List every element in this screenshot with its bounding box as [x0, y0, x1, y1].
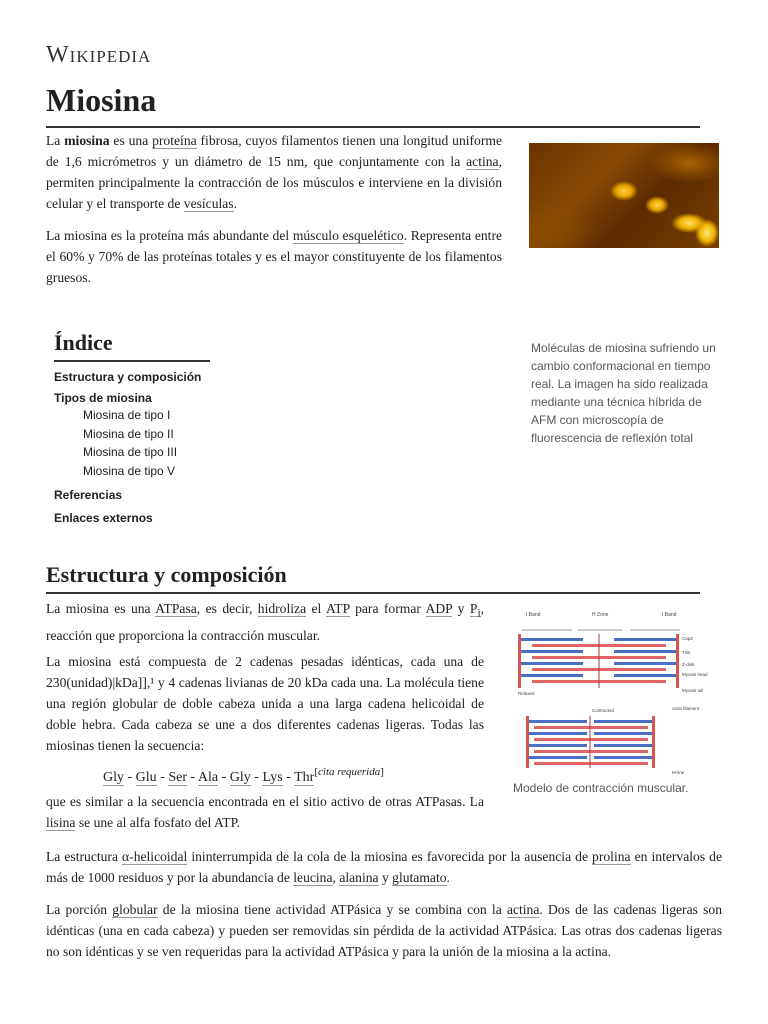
link-atpasa[interactable]: ATPasa [155, 601, 197, 616]
label-relaxed: Relaxed [518, 691, 535, 696]
label-i-band-left: I Band [526, 612, 541, 618]
page-title: Miosina [46, 82, 157, 118]
label-actin-filament: Actin filament [672, 706, 700, 711]
citation-needed[interactable]: [cita requerida] [314, 766, 384, 778]
link-alanina[interactable]: alanina [339, 870, 379, 885]
myosin-afm-photo[interactable] [529, 143, 719, 248]
label-myosin-head: Myosin head [682, 672, 708, 677]
link-globular[interactable]: globular [112, 902, 158, 917]
toc-item-referencias[interactable]: Referencias [54, 488, 123, 502]
link-adp[interactable]: ADP [425, 601, 453, 616]
label-z-disk: Z-disk [682, 662, 695, 667]
link-actina-2[interactable]: actina [506, 902, 540, 917]
seq-gly-2[interactable]: Gly [229, 769, 251, 785]
toc-item-tipo-i[interactable]: Miosina de tipo I [83, 408, 171, 422]
logo-text: Wikipedia [46, 42, 152, 68]
label-h-zone: H Zone [592, 612, 609, 618]
toc-item-enlaces[interactable]: Enlaces externos [54, 511, 153, 525]
link-atp[interactable]: ATP [326, 601, 350, 616]
seq-thr[interactable]: Thr [294, 769, 315, 785]
intro-paragraph-2: La miosina es la proteína más abundante del músculo esquelético. Representa entre el 60% y 70% de las proteínas totales y es el mayor constituyente de los filamentos gruesos. [46, 228, 503, 285]
photo-caption: Moléculas de miosina sufriendo un cambio conformacional en tiempo real. La imagen ha sido realizada mediante una técnica híbrida de AFM con microscopía de fluorescencia de reflexión total [531, 341, 716, 445]
link-actina[interactable]: actina [466, 154, 499, 169]
amino-acid-sequence: Gly - Glu - Ser - Ala - Gly - Lys - Thr[cita requerida] [103, 766, 384, 785]
link-alfa-helicoidal[interactable]: α-helicoidal [122, 849, 188, 864]
section-heading-estructura: Estructura y composición [46, 562, 287, 587]
link-musculo-esqueletico[interactable]: músculo esquelético [292, 228, 404, 243]
seq-lys[interactable]: Lys [262, 769, 283, 785]
label-m-line: M-line [672, 770, 685, 775]
muscle-contraction-diagram[interactable] [512, 606, 712, 778]
link-glutamato[interactable]: glutamato [392, 870, 447, 885]
section-paragraph-3: que es similar a la secuencia encontrada en el sitio activo de otras ATPasas. La lisina se une al alfa fosfato del ATP. [46, 794, 484, 830]
label-myosin-tail: Myosin tail [682, 688, 704, 693]
label-titin: Titin [682, 650, 691, 655]
title-divider [46, 126, 700, 128]
wikipedia-logo[interactable] [46, 42, 151, 69]
intro-paragraph-1: La miosina es una proteína fibrosa, cuyos filamentos tienen una longitud uniforme de 1,6 micrómetros y un diámetro de 15 nm, que conjuntamente con la actina, permiten principalmente la contracción de los músculos e interviene en la división celular y el transporte de vesículas. [46, 133, 502, 211]
section-divider [46, 592, 700, 594]
toc-item-tipo-iii[interactable]: Miosina de tipo III [83, 445, 178, 459]
link-prolina[interactable]: prolina [592, 849, 631, 864]
toc-item-estructura[interactable]: Estructura y composición [54, 370, 202, 384]
relaxed-sarcomere [518, 634, 679, 688]
link-pi[interactable]: $P_i$ [469, 601, 481, 620]
toc-divider [54, 360, 210, 362]
link-lisina[interactable]: lisina [46, 815, 76, 830]
diagram-caption: Modelo de contracción muscular. [513, 781, 689, 795]
link-hidroliza[interactable]: hidroliza [257, 601, 307, 616]
link-vesiculas[interactable]: vesículas [183, 196, 234, 211]
bold-term: miosina [64, 133, 110, 148]
seq-gly[interactable]: Gly [103, 769, 124, 785]
label-contracted: Contracted [592, 708, 615, 713]
seq-ser[interactable]: Ser [168, 769, 188, 785]
toc-item-tipo-ii[interactable]: Miosina de tipo II [83, 427, 174, 441]
label-capz: CapZ [682, 636, 694, 641]
seq-glu[interactable]: Glu [135, 769, 157, 785]
contracted-sarcomere [526, 716, 655, 768]
toc-item-tipos[interactable]: Tipos de miosina [54, 391, 152, 405]
toc-title: Índice [54, 330, 113, 355]
link-leucina[interactable]: leucina [293, 870, 333, 885]
label-i-band-right: I Band [662, 612, 677, 618]
toc-item-tipo-v[interactable]: Miosina de tipo V [83, 464, 176, 478]
section-paragraph-1: La miosina es una ATPasa, es decir, hidroliza el ATP para formar ADP y $P_i$, reacción que proporciona la contracción muscular. [46, 601, 484, 643]
section-paragraph-2: La miosina está compuesta de 2 cadenas pesadas idénticas, cada una de 230(unidad)|kDa]],¹ y 4 cadenas livianas de 20 kDa cada una. La molécula tiene una región globular de doble cabeza unida a una larga cadena helicoidal de doble hebra. Cada cabeza se une a dos diferentes cadenas ligeras. Todas las miosinas tienen la secuencia: [46, 654, 484, 753]
link-proteina[interactable]: proteína [152, 133, 197, 148]
seq-ala[interactable]: Ala [197, 769, 219, 785]
section-paragraph-4: La estructura α-helicoidal ininterrumpida de la cola de la miosina es favorecida por la ausencia de prolina en intervalos de más de 1000 residuos y por la abundancia de leucina, alanina y glutamato. [46, 849, 722, 885]
section-paragraph-5: La porción globular de la miosina tiene actividad ATPásica y se combina con la actina. Dos de las cadenas ligeras son idénticas (una en cada cabeza) y pueden ser removidas sin pérdida de la actividad ATPásica. Las otras dos cadenas ligeras no son idénticas y se ven requeridas para la actividad ATPásica y para la unión de la miosina a la actina. [46, 902, 722, 959]
